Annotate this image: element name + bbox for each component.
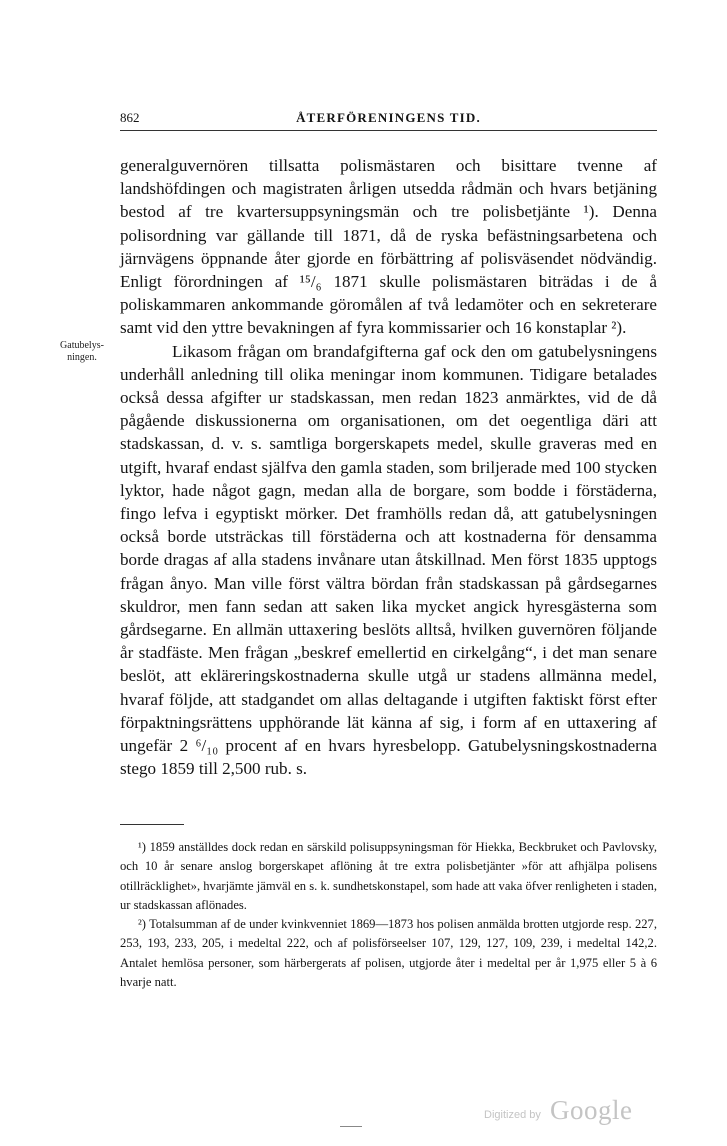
footnote-rule bbox=[120, 824, 184, 825]
digitized-watermark bbox=[484, 1095, 644, 1125]
margin-note bbox=[48, 340, 116, 364]
google-logo: Google bbox=[550, 1095, 633, 1125]
footnote-1: ¹) 1859 anställdes dock redan en särskild polisuppsyningsman för Hiekka, Beckbruket och Pavlovsky, och 10 år senare anslog borgerskapet aflöning åt tre extra polisbetjänter »för att afhjälpa polisens otillräcklighet», hvarjämte jämväl en s. k. sundhetskonstapel, som hade att vaka öfver renligheten i staden, ur stadskassan aflönades. bbox=[120, 840, 657, 912]
running-head bbox=[120, 110, 657, 130]
running-title: ÅTERFÖRENINGENS TID. bbox=[296, 110, 481, 125]
watermark-prefix: Digitized by bbox=[484, 1109, 541, 1121]
footnote-2: ²) Totalsumman af de under kvinkvenniet 1869—1873 hos polisen anmälda brotten utgjorde resp. 227, 253, 193, 233, 205, i medeltal 222, och af polisförseelser 107, 129, 127, 109, 239, i medeltal 142,2. Antalet hemlösa personer, som härbergerats af polisen, utgjorde åter i medeltal per år 1,975 eller 5 à 6 hvarje natt. bbox=[120, 917, 657, 990]
footnotes bbox=[120, 838, 657, 992]
bottom-mark bbox=[340, 1126, 362, 1127]
page-number: 862 bbox=[120, 110, 140, 125]
paragraph-police-ordinance: generalguvernören tillsatta polismästaren och bisittare tvenne af landshöfdingen och magistraten årligen utsedda rådmän och hvars betjäning bestod af tre kvartersuppsyningsmän och tre polisbetjänte ¹). Denna polisordning var gällande till 1871, då de ryska befästningsarbetena och järnvägens öppnande åter gjorde en förbättring af polisväsendet nödvändig. Enligt förordningen af ¹⁵/₆ 1871 skulle polismästaren biträdas i de å poliskammaren ankommande göromålen af två ledamöter och en sekreterare samt vid den yttre bevakningen af fyra kommissarier och 16 konstaplar ²). bbox=[120, 156, 657, 338]
margin-note-text: Gatubelys- ningen. bbox=[60, 340, 104, 363]
header-rule bbox=[120, 130, 657, 131]
body-text bbox=[120, 154, 657, 780]
paragraph-street-lighting: Likasom frågan om brandafgifterna gaf ock den om gatubelysningens underhåll anledning till olika meningar inom kommunen. Tidigare betalades också dessa afgifter ur stadskassan, men redan 1823 anmärktes, vid de då pågående diskussionerna om organisationen, om det oegentliga däri att stadskassan, d. v. s. samtliga borgerskapets medel, skulle graveras med en utgift, hvaraf endast själfva den gamla staden, som briljerade med 100 stycken lyktor, hade något gagn, medan alla de borgare, som bodde i förstäderna, fingo lefva i egyptiskt mörker. Det framhölls redan då, att gatubelysningen också borde utsträckas till förstäderna och att kostnaderna för densamma borde dragas af alla stadens invånare utan åtskillnad. Men först 1835 upptogs frågan ånyo. Man ville först vältra bördan från stadskassan på gårdsegarnes skuldror, men fann sedan att saken lika mycket angick hyresgästerna som gårdsegarne. En allmän uttaxering beslöts alltså, hvilken guvernören följande år stadfäste. Men frågan „beskref emellertid en cirkelgång“, i det man senare beslöt, att ekläreringskostnaderna skulle utgå ur stadens allmänna medel, hvaraf följde, att stadgandet om allas deltagande i utgiften faktiskt först efter förpaktningsrättens upphörande lät känna af sig, i form af en uttaxering af ungefär 2 ⁶/₁₀ procent af en hvars hyresbelopp. Gatubelysningskostnaderna stego 1859 till 2,500 rub. s. bbox=[120, 341, 657, 779]
